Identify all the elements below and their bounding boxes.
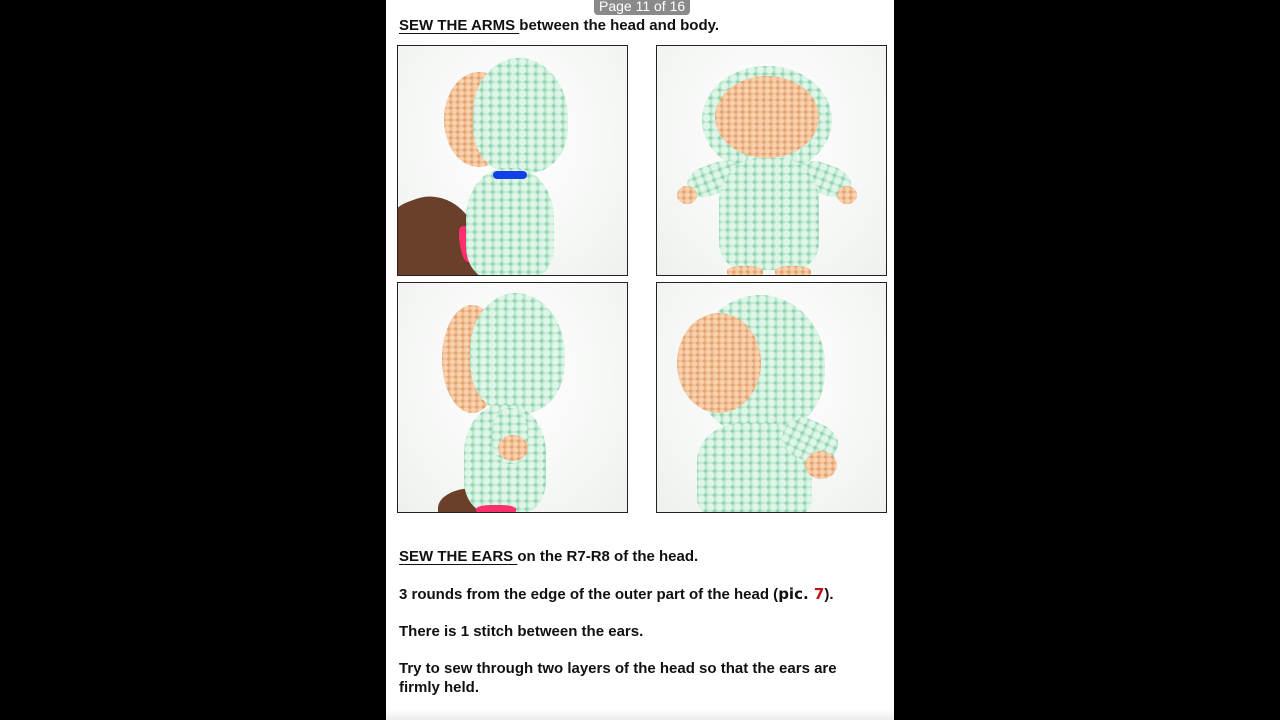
rounds-text-end: ). xyxy=(824,586,834,603)
arms-heading-underlined: SEW THE ARMS xyxy=(399,17,520,34)
arms-heading-rest: between the head and body. xyxy=(519,17,720,34)
pic-number: 7 xyxy=(813,585,825,603)
rounds-text: 3 rounds from the edge of the outer part of the head ( xyxy=(399,586,779,603)
fingernail xyxy=(476,505,516,513)
page-indicator: Page 11 of 16 xyxy=(594,0,690,15)
doll-hand xyxy=(498,435,528,461)
doll-face xyxy=(677,313,761,413)
doll-face xyxy=(715,76,819,158)
photo-2-front-view xyxy=(656,45,887,276)
doll-body xyxy=(719,158,819,270)
ears-heading-underlined: SEW THE EARS xyxy=(399,548,518,565)
arms-heading xyxy=(399,17,719,34)
doll-left-hand xyxy=(677,186,697,204)
doll-hood xyxy=(470,293,565,413)
ears-instruction-stitch: There is 1 stitch between the ears. xyxy=(399,623,644,640)
ears-heading-rest: on the R7-R8 of the head. xyxy=(517,548,699,565)
doll-right-hand xyxy=(837,186,857,204)
photo-1-side-view-marker xyxy=(397,45,628,276)
doll-hood xyxy=(473,58,568,173)
doll-body xyxy=(466,168,554,276)
doll-right-foot xyxy=(775,266,811,276)
ears-heading xyxy=(399,548,698,565)
ears-instruction-layers: Try to sew through two layers of the head so that the ears are firmly held. xyxy=(399,660,837,696)
photo-3-side-view-arm xyxy=(397,282,628,513)
photo-4-three-quarter-view xyxy=(656,282,887,513)
page-edge-shadow xyxy=(386,710,894,720)
pic-label: pic. xyxy=(778,585,814,603)
ears-instruction-rounds xyxy=(399,585,869,604)
doll-left-foot xyxy=(727,266,763,276)
pic-reference xyxy=(778,585,824,603)
blue-marker-line xyxy=(493,171,527,179)
document-page xyxy=(386,0,894,720)
doll-hand xyxy=(805,451,837,479)
